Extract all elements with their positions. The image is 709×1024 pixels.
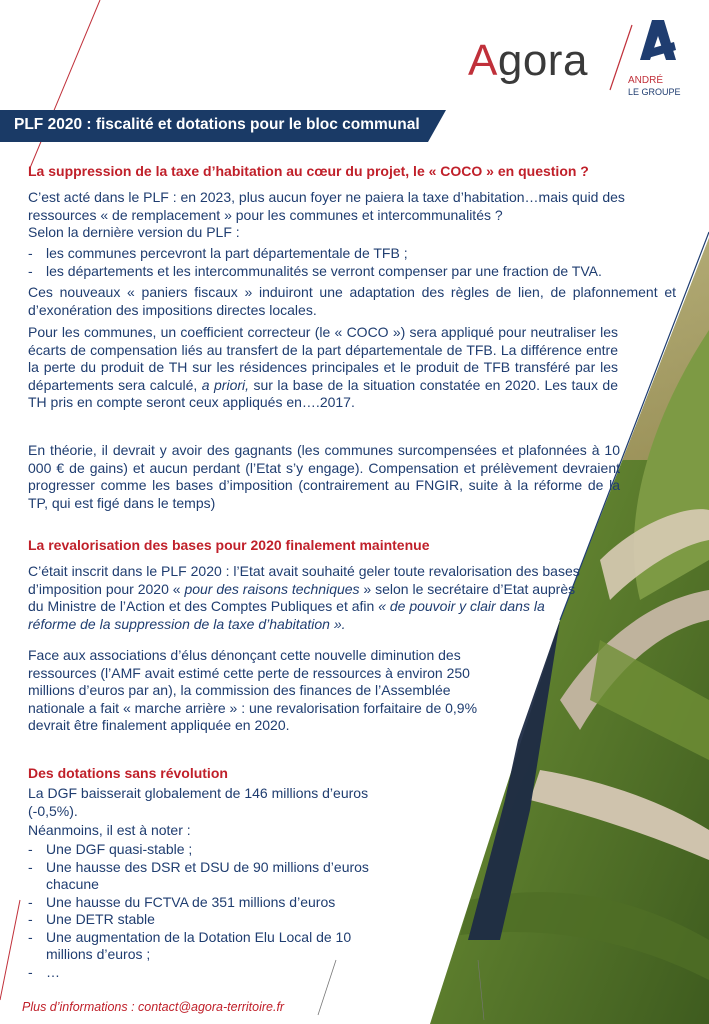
contact-info: Plus d’informations : contact@agora-territoire.fr xyxy=(22,1000,285,1014)
section1-list xyxy=(28,245,678,280)
list-item: - les communes percevront la part départementale de TFB ; xyxy=(28,245,678,263)
section1-paragraph4: En théorie, il devrait y avoir des gagnants (les communes surcompensées et plafonnées à 10 000 € de gains) et aucun perdant (l’Etat s’y engage). Compensation et prélèvement devraient progresser comme les bases d’imposition (contrairement au FNGIR, suite à la réforme de la TP, qui est figé dans le temps) xyxy=(28,442,620,511)
section3-list xyxy=(28,841,390,981)
section1-intro: Selon la dernière version du PLF : xyxy=(28,224,240,240)
section2-paragraph2: Face aux associations d’élus dénonçant cette nouvelle diminution des ressources (l’AMF avait estimé cette perte de ressources à environ 250 millions d’euros par an), la commission des finances de l’Assemblée nationale a fait « marche arrière » : une revalorisation forfaitaire de 0,9% devrait être finalement appliquée en 2020. xyxy=(28,647,478,733)
list-item: - Une hausse des DSR et DSU de 90 millions d’euros chacune xyxy=(28,859,390,894)
section1-paragraph3: Pour les communes, un coefficient correcteur (le « COCO ») sera appliqué pour neutraliser les écarts de compensation liés au transfert de la part départementale de TFB. La différence entre la perte du produit de TH sur les résidences principales et le produit de TFB transféré par les départements sera calculé, a priori, sur la base de la situation constatée en 2020. Les taux de TH pris en compte seront ceux appliqués en….2017. xyxy=(28,324,619,410)
agora-logo xyxy=(468,30,693,100)
logo-wordmark: Agora xyxy=(468,36,588,85)
list-item: - Une DGF quasi-stable ; xyxy=(28,841,390,859)
section1-paragraph1: C’est acté dans le PLF : en 2023, plus aucun foyer ne paiera la taxe d’habitation…mais quid des ressources « de remplacement » pour les communes et intercommunalités ? xyxy=(28,189,625,223)
list-item: - … xyxy=(28,964,390,982)
section3-paragraph1: La DGF baisserait globalement de 146 millions d’euros (-0,5%). xyxy=(28,785,369,819)
page-title: PLF 2020 : fiscalité et dotations pour le bloc communal xyxy=(14,116,420,133)
list-item: - Une DETR stable xyxy=(28,911,390,929)
list-item: - Une augmentation de la Dotation Elu Local de 10 millions d’euros ; xyxy=(28,929,390,964)
list-item: - Une hausse du FCTVA de 351 millions d’euros xyxy=(28,894,390,912)
section2-paragraph1: C’était inscrit dans le PLF 2020 : l’Etat avait souhaité geler toute revalorisation des bases d’imposition pour 2020 « pour des raisons techniques » selon le secrétaire d’Etat auprès du Ministre de l’Action et des Comptes Publiques et afin « de pouvoir y clair dans la réforme de la suppression de la taxe d’habitation ». xyxy=(28,563,580,632)
section3-title: Des dotations sans révolution xyxy=(28,765,228,781)
list-item: - les départements et les intercommunalités se verront compenser par une fraction de TVA. xyxy=(28,263,678,281)
section2-title: La revalorisation des bases pour 2020 finalement maintenue xyxy=(28,537,430,553)
logo-andre: ANDRÉ xyxy=(628,75,664,86)
section1-paragraph2: Ces nouveaux « paniers fiscaux » induiront une adaptation des règles de lien, de plafonnement et d’exonération des impositions directes locales. xyxy=(28,284,676,318)
red-diagonal-line-top xyxy=(30,0,100,168)
logo-group: LE GROUPE xyxy=(628,87,681,97)
red-diagonal-line-bottom xyxy=(0,900,20,1000)
section1-title: La suppression de la taxe d’habitation au cœur du projet, le « COCO » en question ? xyxy=(28,163,589,179)
section3-paragraph2: Néanmoins, il est à noter : xyxy=(28,822,191,838)
